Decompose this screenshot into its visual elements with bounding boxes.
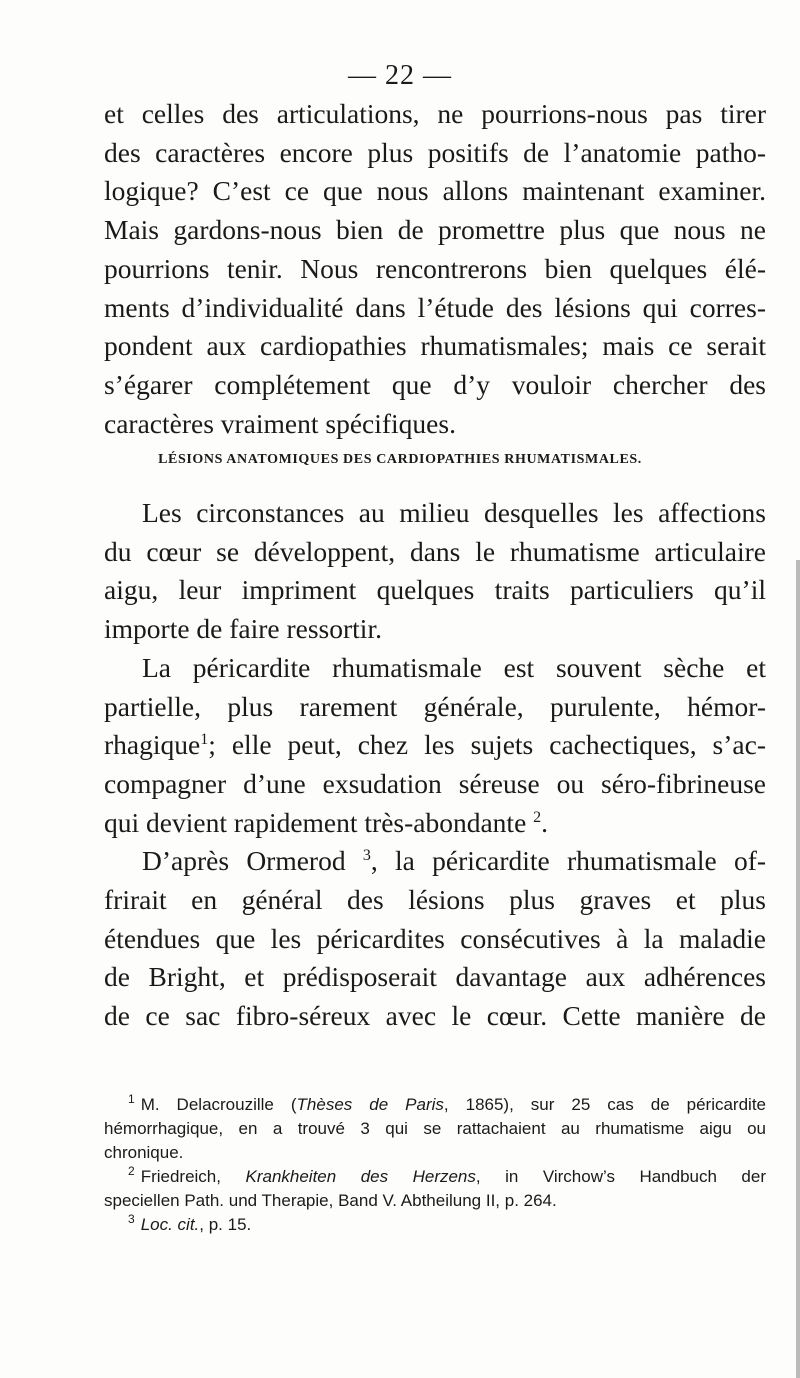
footnote-ref: 1 (200, 731, 209, 749)
text-fragment: M. Delacrouzille ( (140, 1095, 297, 1114)
footnote (104, 1093, 766, 1165)
text-line (104, 726, 766, 765)
paragraph-intro (104, 95, 766, 443)
footnote-number: 3 (128, 1212, 135, 1227)
text-line: frirait en général des lésions plus graves et plus (104, 884, 766, 916)
text-line: ments d’individualité dans l’étude des lésions qui corres- (104, 291, 766, 323)
citation-title: Thèses de Paris (296, 1095, 444, 1114)
text-line: et celles des articulations, ne pourrions-nous pas tirer (104, 98, 766, 129)
main-text (104, 494, 766, 1036)
citation-title: Krankheiten des Herzens (245, 1167, 476, 1186)
footnote-ref: 3 (362, 847, 371, 865)
text-line: speciellen Path. und Therapie, Band V. Abtheilung II, p. 264. (104, 1191, 557, 1210)
text-line: de Bright, et prédisposerait davantage aux adhérences (104, 961, 766, 993)
section-heading: LÉSIONS ANATOMIQUES DES CARDIOPATHIES RHUMATISMALES. (158, 452, 642, 467)
text-fragment: Friedreich, (140, 1167, 246, 1186)
text-line: partielle, plus rarement générale, purulente, hémor- (104, 690, 766, 722)
text-fragment: qui devient rapidement très-abondante (104, 806, 527, 838)
text-line: chronique. (104, 1143, 184, 1162)
text-line (104, 1093, 766, 1117)
footnote (104, 1165, 766, 1213)
text-fragment: . (541, 806, 549, 838)
text-line: logique? C’est ce que nous allons maintenant examiner. (104, 175, 766, 207)
text-line (104, 842, 766, 881)
text-line: s’égarer complétement que d’y vouloir chercher des (104, 368, 766, 400)
text-line (104, 804, 766, 843)
text-fragment: , p. 15. (199, 1215, 252, 1234)
text-line: La péricardite rhumatismale est souvent sèche et (142, 651, 766, 683)
footnotes (104, 1093, 766, 1237)
text-line: importe de faire ressortir. (104, 613, 382, 645)
text-fragment: , la péricardite rhumatismale of- (370, 845, 767, 877)
text-line: Mais gardons-nous bien de promettre plus que nous ne (104, 214, 766, 246)
text-line (104, 1165, 766, 1189)
text-line: Les circonstances au milieu desquelles les affections (142, 497, 766, 528)
text-line: pondent aux cardiopathies rhumatismales; mais ce serait (104, 330, 766, 362)
text-line (104, 1213, 766, 1237)
footnote (104, 1213, 766, 1237)
text-fragment: ; elle peut, chez les sujets cachectiques, s’ac- (208, 729, 766, 761)
text-fragment: , in Virchow’s Handbuch der (475, 1167, 766, 1186)
footnote-number: 2 (128, 1164, 135, 1179)
text-line: caractères vraiment spécifiques. (104, 407, 456, 439)
text-line: hémorrhagique, en a trouvé 3 qui se rattachaient au rhumatisme aigu ou (104, 1119, 766, 1138)
page-edge-shadow (796, 560, 800, 1378)
page-number: — 22 — (348, 60, 452, 91)
text-line: de ce sac fibro-séreux avec le cœur. Cette manière de (104, 1000, 766, 1032)
text-fragment: , 1865), sur 25 cas de péricardite (443, 1095, 767, 1114)
footnote-number: 1 (128, 1092, 135, 1107)
text-fragment: rhagique (104, 729, 201, 761)
text-line: du cœur se développent, dans le rhumatisme articulaire (104, 535, 766, 567)
text-line: aigu, leur impriment quelques traits particuliers qu’il (104, 574, 766, 606)
citation-title: Loc. cit. (140, 1215, 200, 1234)
text-line: compagner d’une exsudation séreuse ou séro-fibrineuse (104, 767, 766, 799)
text-line: des caractères encore plus positifs de l’anatomie patho- (104, 136, 766, 168)
text-line: étendues que les péricardites consécutives à la maladie (104, 922, 766, 954)
text-line: pourrions tenir. Nous rencontrerons bien quelques élé- (104, 252, 766, 284)
text-fragment: D’après Ormerod (142, 845, 346, 877)
footnote-ref: 2 (533, 808, 542, 826)
